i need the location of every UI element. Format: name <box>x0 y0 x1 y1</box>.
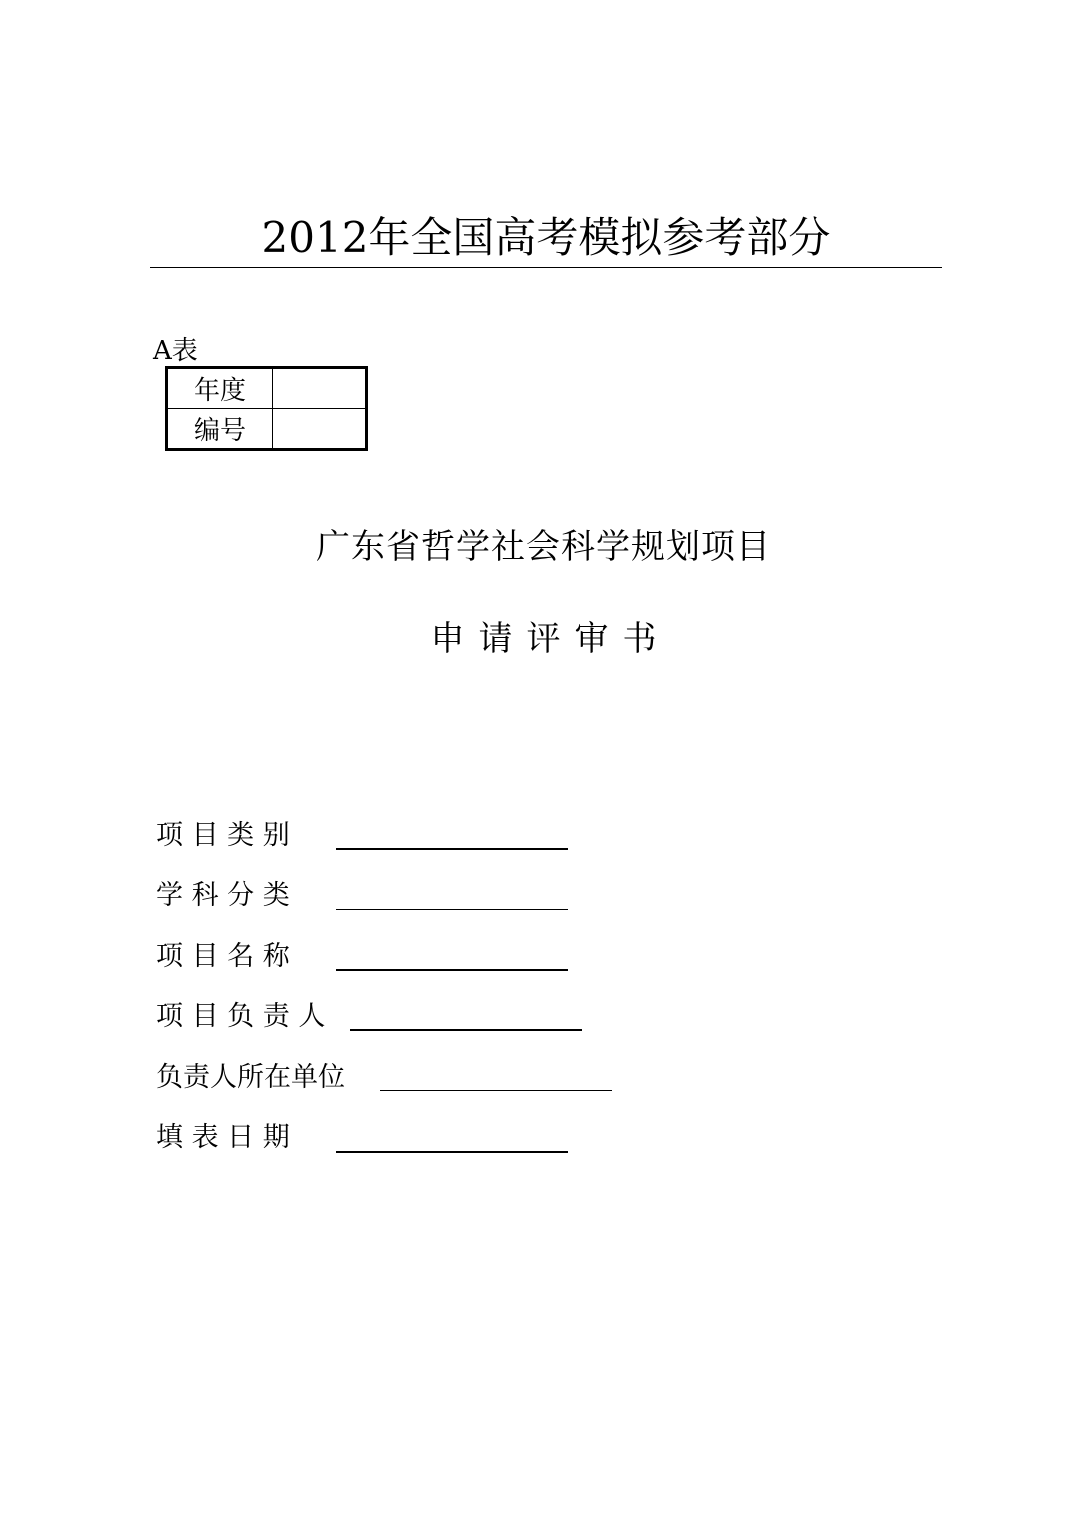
document-subtitle: 申请评审书 <box>430 619 671 659</box>
field-label: 项 目 名 称 <box>156 941 290 972</box>
subject-classification-input-line[interactable] <box>336 909 568 910</box>
year-number-table <box>165 366 368 451</box>
number-value-cell[interactable] <box>273 409 367 450</box>
fill-date-input-line[interactable] <box>336 1151 568 1153</box>
field-label: 填 表 日 期 <box>156 1122 290 1153</box>
number-label: 编号 <box>167 409 273 450</box>
field-label: 负责人所在单位 <box>156 1062 345 1093</box>
table-row <box>167 409 367 450</box>
project-name-input-line[interactable] <box>336 969 568 971</box>
field-project-category <box>156 814 576 858</box>
project-leader-input-line[interactable] <box>350 1029 582 1031</box>
field-project-leader <box>156 995 596 1039</box>
field-project-name <box>156 935 576 979</box>
form-code-label: A表 <box>153 336 198 366</box>
project-category-input-line[interactable] <box>336 848 568 850</box>
year-label: 年度 <box>167 368 273 409</box>
field-subject-classification <box>156 874 576 918</box>
field-fill-date <box>156 1116 576 1160</box>
document-title: 广东省哲学社会科学规划项目 <box>316 527 771 567</box>
header-divider <box>150 267 942 268</box>
leader-affiliation-input-line[interactable] <box>380 1090 612 1091</box>
field-label: 项 目 负 责 人 <box>156 1001 326 1032</box>
field-label: 项 目 类 别 <box>156 820 290 851</box>
page-header-title: 2012年全国高考模拟参考部分 <box>261 213 831 262</box>
field-label: 学 科 分 类 <box>156 880 290 911</box>
table-row <box>167 368 367 409</box>
year-value-cell[interactable] <box>273 368 367 409</box>
field-leader-affiliation <box>156 1056 626 1100</box>
